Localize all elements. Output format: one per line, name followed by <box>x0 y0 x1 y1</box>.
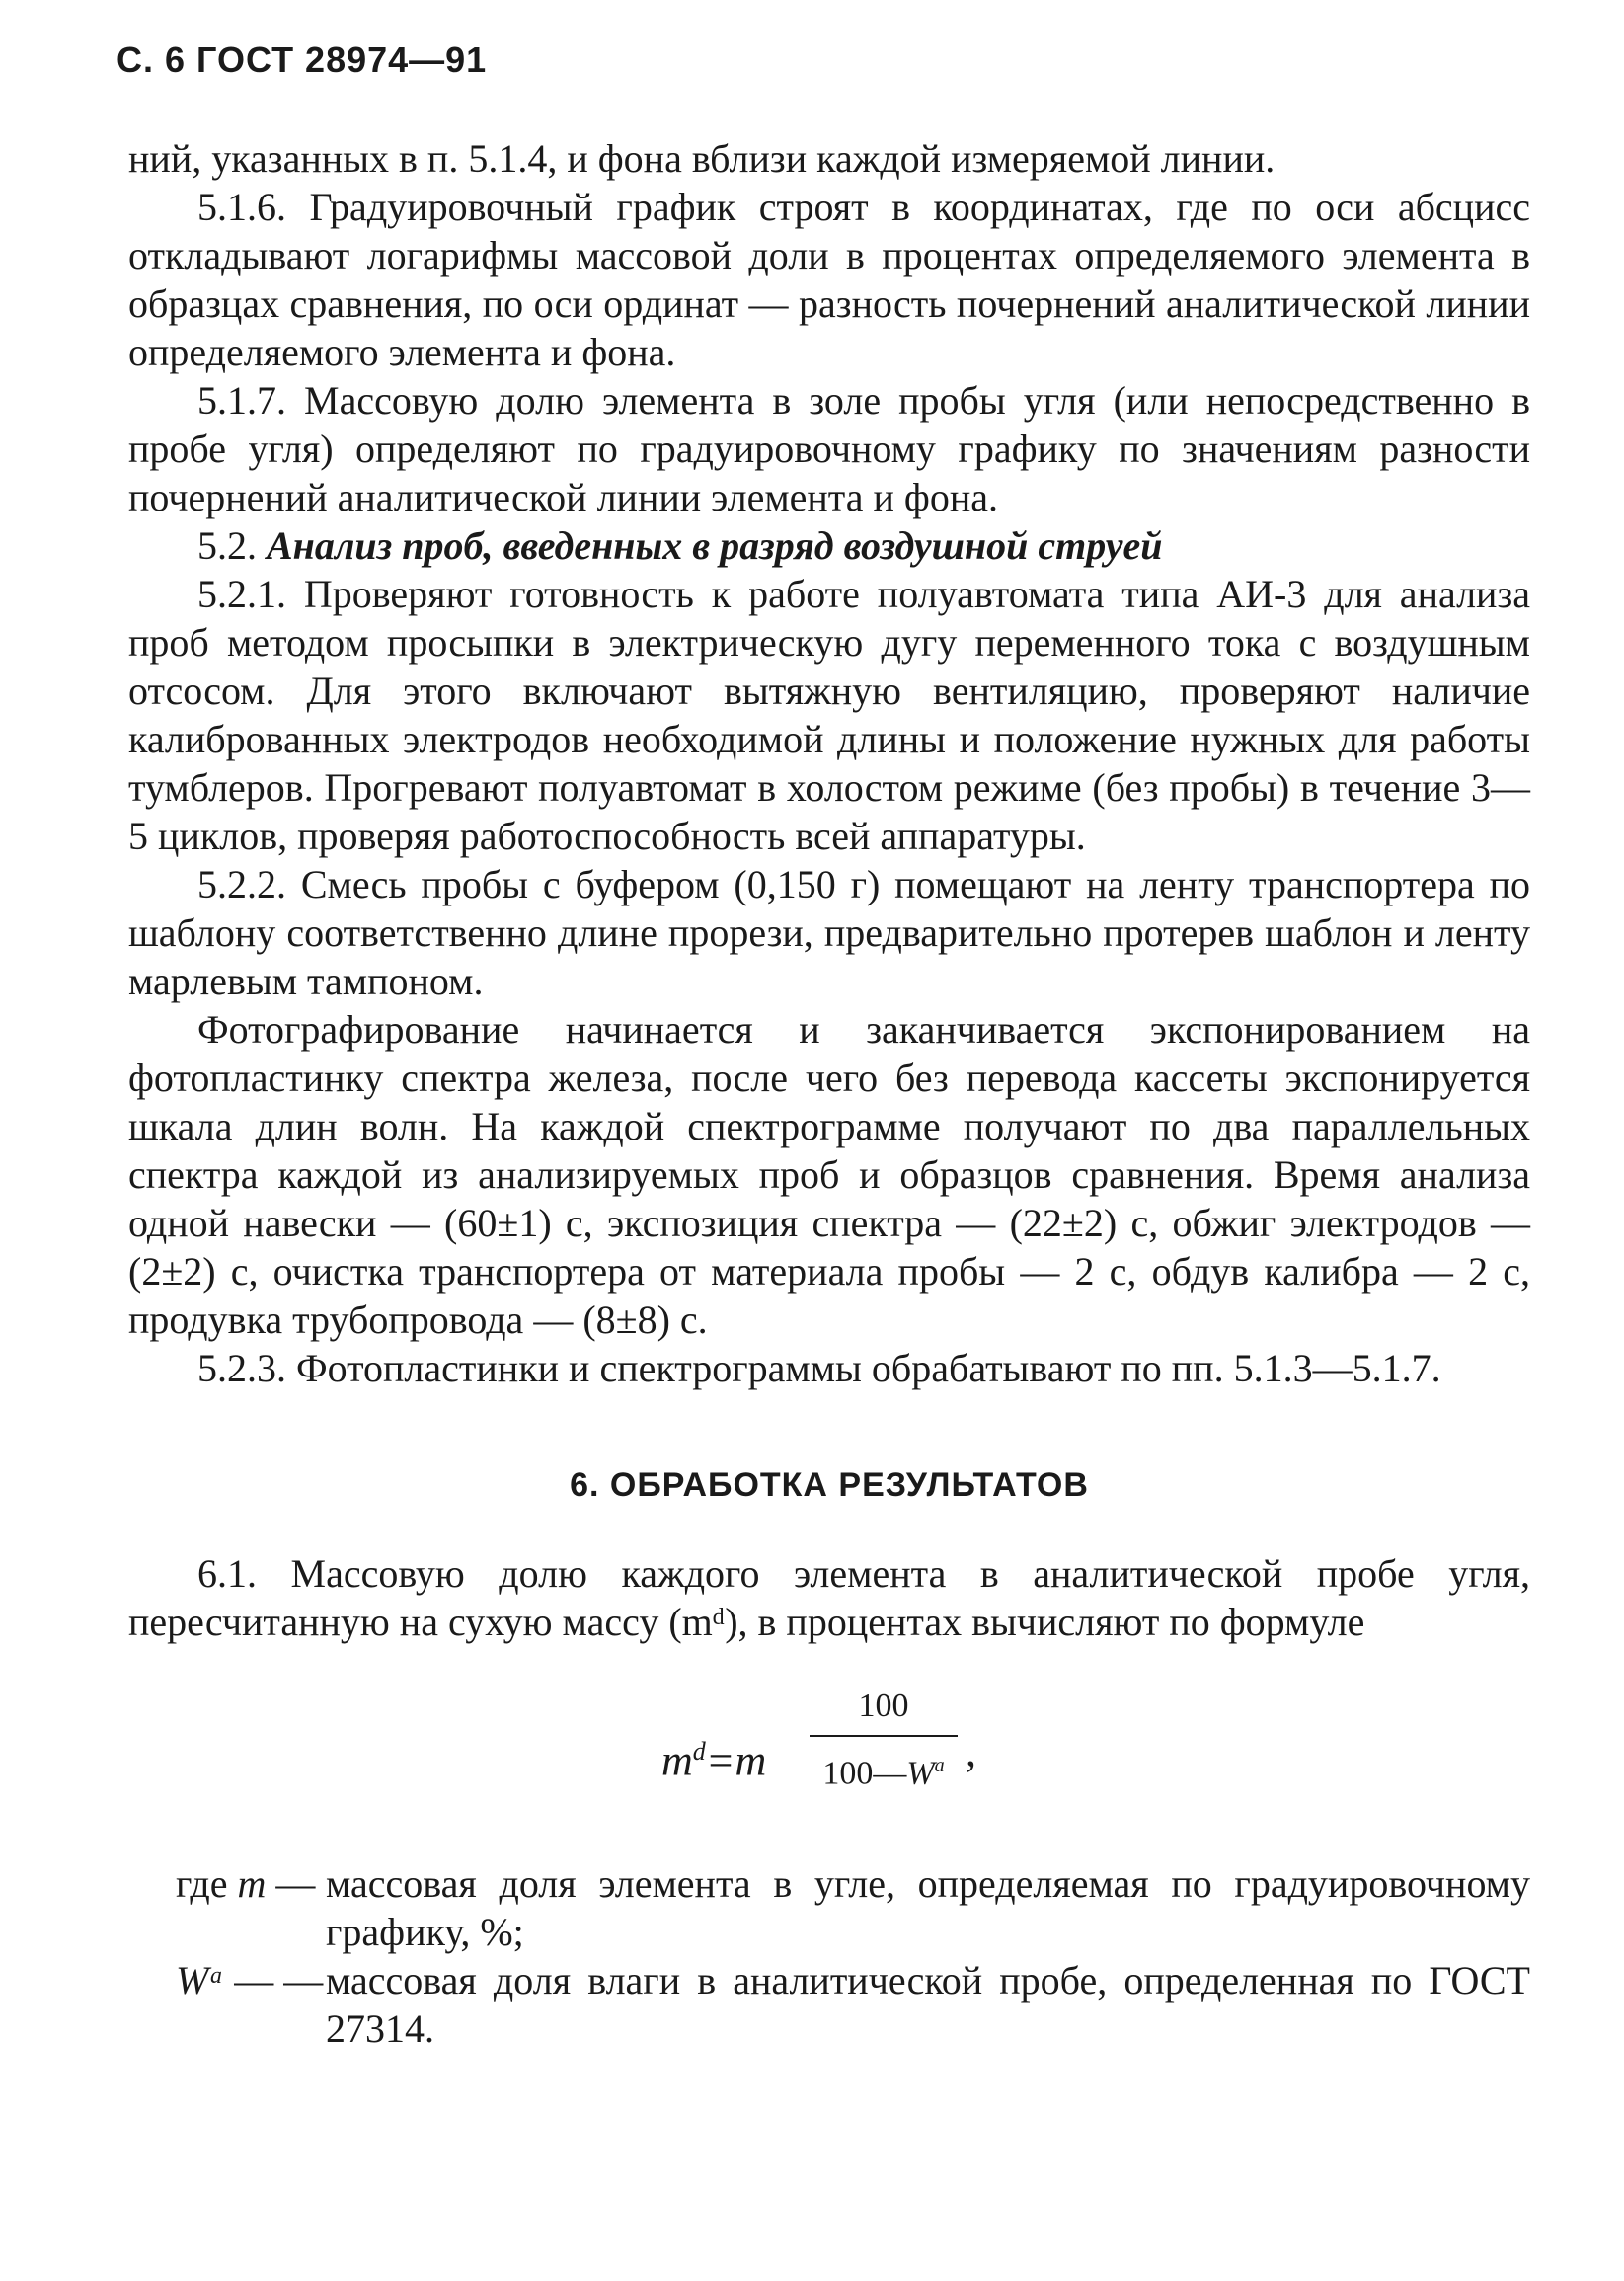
formula-block <box>128 1682 1530 1840</box>
where-key-suffix: — <box>266 1861 316 1906</box>
where-key-suffix: — — <box>224 1958 324 2003</box>
where-key-var: m <box>237 1861 267 1906</box>
formula-lhs <box>661 1727 766 1785</box>
formula-denominator <box>810 1741 958 1798</box>
formula-denominator-sup: a <box>934 1755 945 1776</box>
where-description: массовая доля элемента в угле, определяемая по градуировочному графику, %; <box>326 1861 1530 1954</box>
paragraph-5-1-7: 5.1.7. Массовую долю элемента в золе пробы угля (или непосредственно в пробе угля) определяют по градуировочному графику по значениям разности почернений аналитической линии элемента и фона. <box>128 378 1530 519</box>
where-description: массовая доля влаги в аналитической пробе, определенная по ГОСТ 27314. <box>326 1958 1530 2051</box>
paragraph-5-2-1: 5.2.1. Проверяют готовность к работе полуавтомата типа АИ-3 для анализа проб методом просыпки в электрическую дугу переменного тока с воздушным отсосом. Для этого включают вытяжную вентиляцию, проверяют наличие калиброванных электродов необходимой длины и положение нужных для работы тумблеров. Прогревают полуавтомат в холостом режиме (без пробы) в течение 3—5 циклов, проверяя работоспособность всей аппаратуры. <box>128 572 1530 858</box>
paragraph-5-2-3: 5.2.3. Фотопластинки и спектрограммы обрабатывают по пп. 5.1.3—5.1.7. <box>197 1346 1441 1390</box>
formula-numerator: 100 <box>858 1688 909 1724</box>
section-6-title: 6. ОБРАБОТКА РЕЗУЛЬТАТОВ <box>570 1466 1089 1504</box>
where-legend <box>128 1859 1530 2053</box>
where-key-prefix: где <box>176 1861 238 1906</box>
formula-lhs-var: m <box>661 1736 693 1785</box>
subsection-5-2-heading <box>128 521 1530 570</box>
paragraph-photography: Фотографирование начинается и заканчивается экспонированием на фотопластинку спектра железа, после чего без перевода кассеты экспонируется шкала длин волн. На каждой спектрограмме получают по два параллельных спектра каждой из анализируемых проб и образцов сравнения. Время анализа одной навески — (60±1) с, экспозиция спектра — (22±2) с, обжиг электродов — (2±2) с, очистка транспортера от материала пробы — 2 с, обдув калибра — 2 с, продувка трубопровода — (8±8) с. <box>128 1007 1530 1342</box>
where-key-var: Wᵃ <box>176 1958 225 2003</box>
formula-denominator-var: W <box>906 1755 935 1792</box>
paragraph-5-1-6: 5.1.6. Градуировочный график строят в координатах, где по оси абсцисс откладывают логарифмы массовой доли в процентах определяемого элемента в образцах сравнения, по оси ординат — разность почернений аналитической линии определяемого элемента и фона. <box>128 185 1530 374</box>
paragraph-5-2-2: 5.2.2. Смесь пробы с буфером (0,150 г) помещают на ленту транспортера по шаблону соответственно длине прорези, предварительно протерев шаблон и ленту марлевым тампоном. <box>128 862 1530 1003</box>
running-header: С. 6 ГОСТ 28974—91 <box>116 39 488 80</box>
fraction-bar <box>810 1735 958 1737</box>
where-row-w <box>128 1956 1530 2053</box>
formula-trailing-comma: , <box>966 1727 976 1775</box>
formula-fraction <box>810 1682 958 1798</box>
where-key <box>128 1956 326 2005</box>
formula-equals-m: =m <box>705 1736 767 1785</box>
subsection-title: Анализ проб, введенных в разряд воздушной струей <box>267 523 1163 568</box>
subsection-number: 5.2. <box>197 523 257 568</box>
paragraph-6-1: 6.1. Массовую долю каждого элемента в аналитической пробе угля, пересчитанную на сухую массу (mᵈ), в процентах вычисляют по формуле <box>128 1551 1530 1644</box>
where-row-m <box>128 1859 1530 1956</box>
formula-lhs-sup: d <box>692 1737 706 1766</box>
document-body <box>128 134 1530 2053</box>
formula-denominator-prefix: 100— <box>822 1755 907 1792</box>
where-key <box>128 1859 326 1908</box>
paragraph-continuation: ний, указанных в п. 5.1.4, и фона вблизи каждой измеряемой линии. <box>128 136 1276 181</box>
